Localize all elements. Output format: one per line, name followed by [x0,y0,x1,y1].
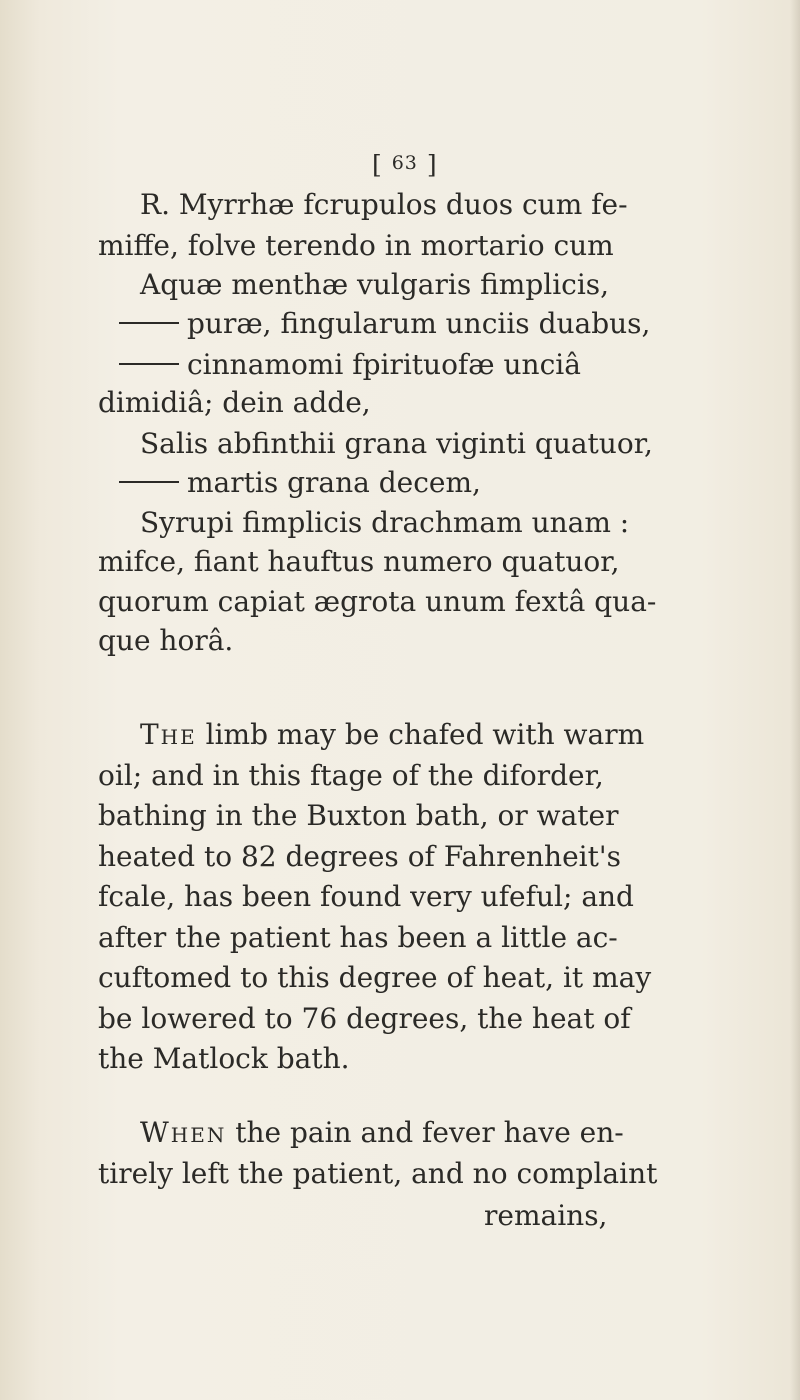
paragraph2-line: tirely left the patient, and no complaint [98,1156,658,1190]
page-edge-shadow [790,0,800,1400]
small-caps-opening: When [140,1116,227,1149]
page-number: [ 63 ] [372,150,438,179]
prescription-line: cinnamomi fpirituofæ unciâ [119,345,581,385]
prescription-line: Syrupi fimplicis drachmam unam : [140,506,630,539]
paragraph1-line: oil; and in this ftage of the diforder, [98,758,604,792]
catchword: remains, [484,1199,608,1232]
prescription-line: Salis abfinthii grana viginti quatuor, [140,427,653,460]
paragraph1-line: heated to 82 degrees of Fahrenheit's [98,839,621,873]
prescription-line: dimidiâ; dein adde, [98,386,371,419]
prescription-line: mifce, fiant hauftus numero quatuor, [98,545,620,578]
paragraph1-line: fcale, has been found very ufeful; and [98,880,634,913]
ditto-dash [119,481,179,483]
paragraph1-first-line: The limb may be chafed with warm [140,718,645,751]
paragraph1-line: be lowered to 76 degrees, the heat of [98,1001,631,1035]
prescription-line: Aquæ menthæ vulgaris fimplicis, [140,268,610,301]
prescription-line: miffe, folve terendo in mortario cum [98,229,614,262]
prescription-line: que horâ. [98,624,234,657]
paragraph2-first-line: When the pain and fever have en- [140,1116,624,1149]
prescription-line: R. Myrrhæ fcrupulos duos cum fe- [140,188,628,221]
prescription-line: martis grana decem, [119,463,481,503]
paragraph1-line: bathing in the Buxton bath, or water [98,799,619,832]
page-number-value: 63 [391,152,418,174]
paragraph1-line: the Matlock bath. [98,1042,350,1075]
paragraph1-line: after the patient has been a little ac- [98,920,618,954]
small-caps-opening: The [140,718,197,751]
ditto-dash [119,322,179,324]
prescription-line: puræ, fingularum unciis duabus, [119,304,650,344]
paragraph1-line: cuftomed to this degree of heat, it may [98,961,652,994]
prescription-line: quorum capiat ægrota unum fextâ qua- [98,585,657,618]
ditto-dash [119,363,179,365]
